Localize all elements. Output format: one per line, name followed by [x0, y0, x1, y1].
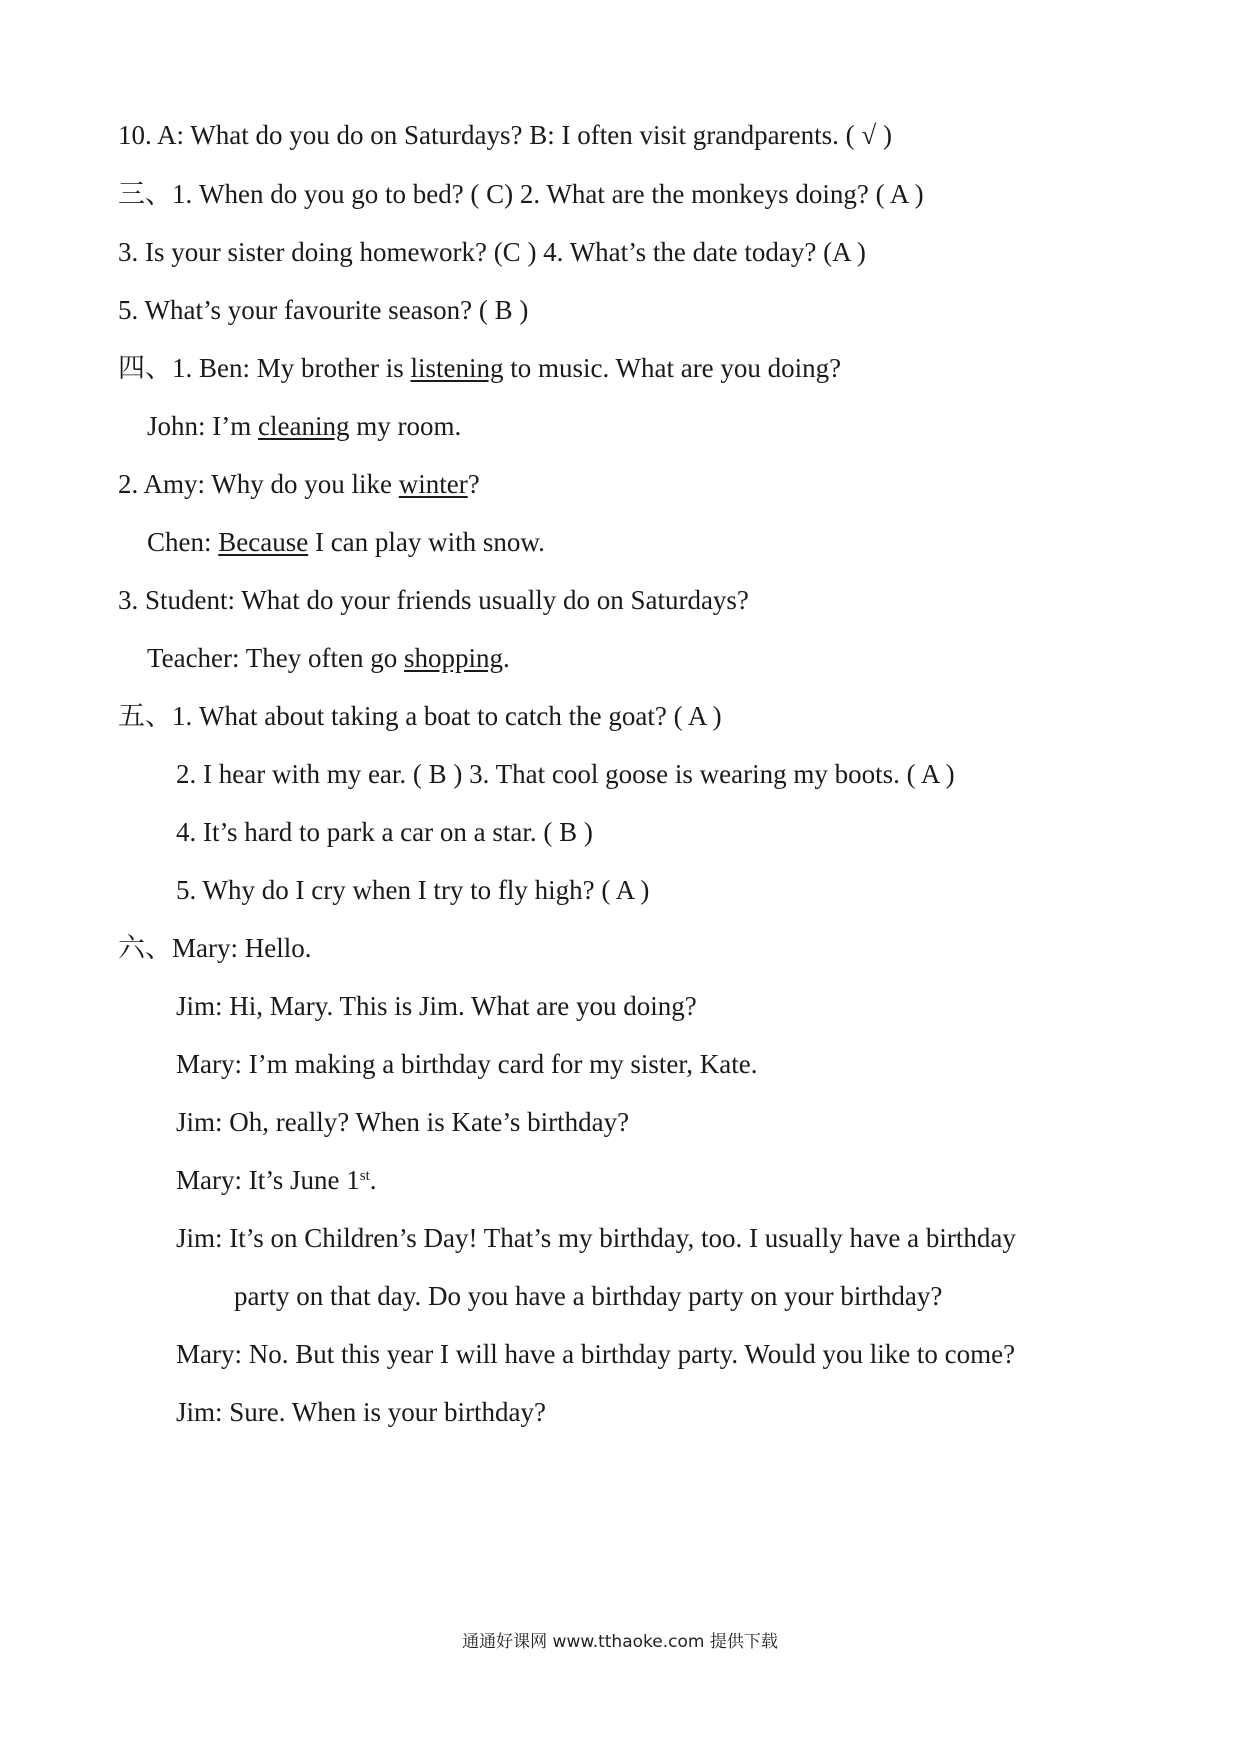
section-5-line-4: 5. Why do I cry when I try to fly high? ( A )	[176, 875, 650, 905]
text: 2. Amy: Why do you like	[118, 469, 399, 499]
text: my room.	[349, 411, 462, 441]
text: ?	[467, 469, 480, 499]
fill-in-answer: shopping	[404, 643, 504, 673]
section-6-line-2: Jim: Hi, Mary. This is Jim. What are you doing?	[176, 991, 697, 1021]
ordinal-suffix: st	[359, 1168, 370, 1184]
section-3-line-3: 5. What’s your favourite season? ( B )	[118, 295, 529, 325]
text: to music. What are you doing?	[503, 353, 842, 383]
section-6-line-7: party on that day. Do you have a birthday party on your birthday?	[234, 1281, 943, 1311]
section-6-line-8: Mary: No. But this year I will have a birthday party. Would you like to come?	[176, 1339, 1016, 1369]
section-5-line-1: 五、1. What about taking a boat to catch the goat? ( A )	[118, 701, 722, 731]
answer-line-10: 10. A: What do you do on Saturdays? B: I often visit grandparents. ( √ )	[118, 120, 892, 150]
section-6-line-4: Jim: Oh, really? When is Kate’s birthday?	[176, 1107, 630, 1137]
section-5-line-3: 4. It’s hard to park a car on a star. ( B )	[176, 817, 593, 847]
text: Mary: It’s June 1	[176, 1165, 360, 1195]
page-footer: 通通好课网 www.tthaoke.com 提供下载	[462, 1632, 778, 1652]
text: Teacher: They often go	[147, 643, 405, 673]
section-6-line-6: Jim: It’s on Children’s Day! That’s my birthday, too. I usually have a birthday	[176, 1223, 1016, 1253]
section-4-line-3	[118, 467, 480, 501]
fill-in-answer: winter	[398, 469, 468, 499]
section-4-line-5: 3. Student: What do your friends usually do on Saturdays?	[118, 585, 749, 615]
text: I can play with snow.	[308, 527, 545, 557]
text: Chen:	[147, 527, 219, 557]
section-4-line-6	[147, 641, 510, 675]
text: .	[503, 643, 510, 673]
section-5-line-2: 2. I hear with my ear. ( B ) 3. That cool goose is wearing my boots. ( A )	[176, 759, 955, 789]
section-6-line-1: 六、Mary: Hello.	[118, 933, 312, 963]
fill-in-answer: Because	[218, 527, 309, 557]
section-6-line-3: Mary: I’m making a birthday card for my sister, Kate.	[176, 1049, 758, 1079]
fill-in-answer: listening	[410, 353, 504, 383]
section-4-line-4	[147, 525, 545, 559]
section-4-line-2	[147, 409, 461, 443]
section-3-line-1: 三、1. When do you go to bed? ( C) 2. What are the monkeys doing? ( A )	[118, 179, 924, 209]
section-3-line-2: 3. Is your sister doing homework? (C ) 4. What’s the date today? (A )	[118, 237, 866, 267]
section-6-line-9: Jim: Sure. When is your birthday?	[176, 1397, 546, 1427]
text: John: I’m	[147, 411, 258, 441]
section-6-line-5	[176, 1163, 377, 1197]
text: 四、1. Ben: My brother is	[118, 353, 411, 383]
section-4-line-1	[118, 351, 841, 385]
text: .	[369, 1165, 377, 1195]
fill-in-answer: cleaning	[258, 411, 350, 441]
